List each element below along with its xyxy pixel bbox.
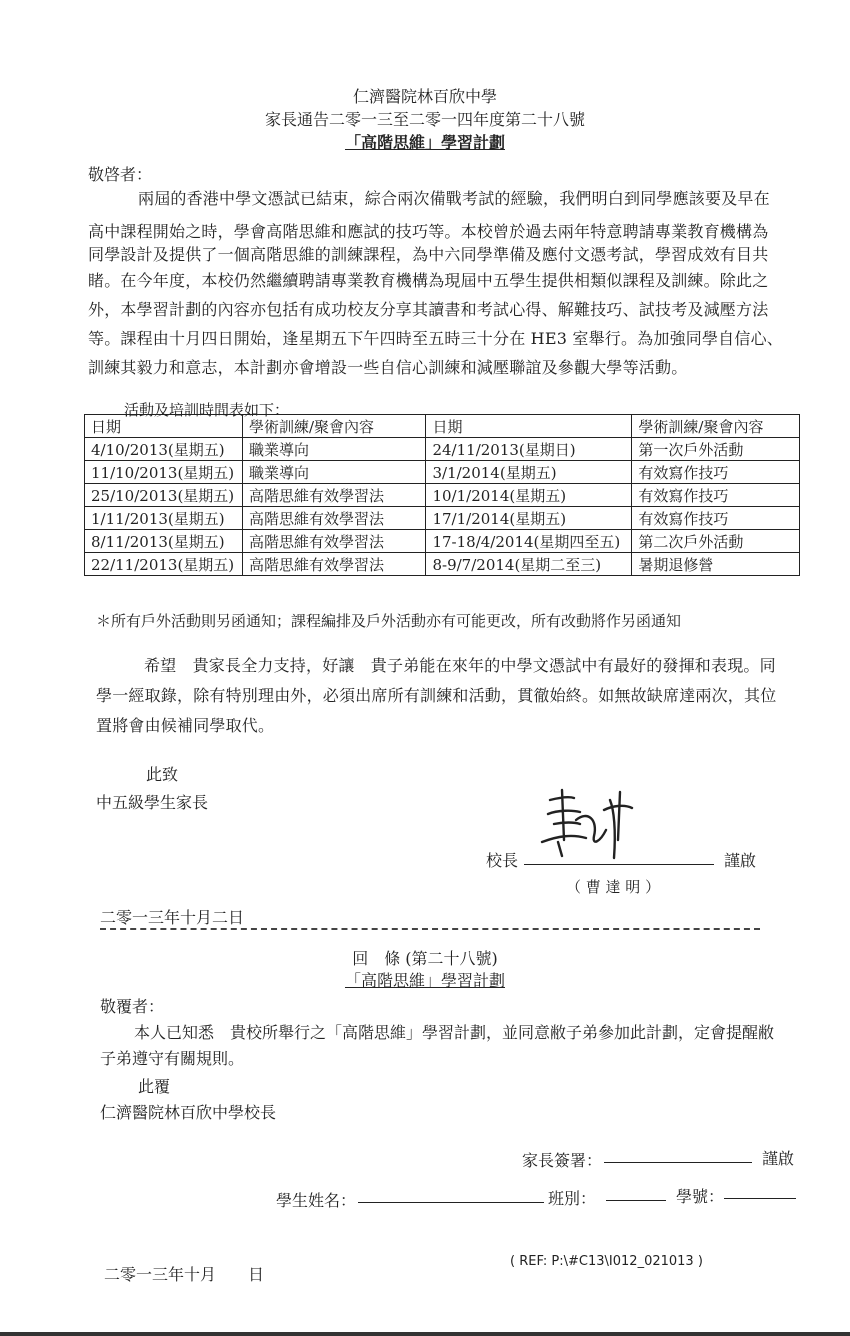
paragraph-line: 學一經取錄，除有特別理由外，必須出席所有訓練和活動，貫徹始終。如無故缺席達兩次，其位 xyxy=(96,686,777,705)
page-edge xyxy=(0,1332,850,1336)
reply-subtitle: 「高階思維」學習計劃 xyxy=(344,971,505,990)
table-row xyxy=(85,530,800,553)
table-cell: 有效寫作技巧 xyxy=(632,484,800,507)
table-cell: 職業導向 xyxy=(242,461,426,484)
paragraph-line: 外，本學習計劃的內容亦包括有成功校友分享其讀書和考試心得、解難技巧、試技考及減壓方法 xyxy=(88,300,769,319)
table-cell: 第一次戶外活動 xyxy=(632,438,800,461)
reply-fu: 此覆 xyxy=(138,1077,171,1096)
table-row xyxy=(85,507,800,530)
table-cell: 17-18/4/2014(星期四至五) xyxy=(426,530,632,553)
table-cell: 第二次戶外活動 xyxy=(632,530,800,553)
table-cell: 8/11/2013(星期五) xyxy=(85,530,243,553)
paragraph-line: 希望 貴家長全力支持，好讓 貴子弟能在來年的中學文憑試中有最好的發揮和表現。同 xyxy=(144,656,776,675)
table-cell: 24/11/2013(星期日) xyxy=(426,438,632,461)
notice-number: 家長通告二零一三至二零一四年度第二十八號 xyxy=(264,110,585,129)
paragraph-line: 置將會由候補同學取代。 xyxy=(96,716,275,735)
notice-title: 「高階思維」學習計劃 xyxy=(344,133,505,152)
student-name-label: 學生姓名： xyxy=(276,1191,357,1210)
reply-title: 回 條 (第二十八號) xyxy=(352,949,498,968)
table-cell: 高階思維有效學習法 xyxy=(242,530,426,553)
tear-off-line xyxy=(100,928,760,930)
salutation: 敬啓者： xyxy=(88,165,153,184)
reference-code: ( REF: P:\#C13\I012_021013 ) xyxy=(510,1254,703,1269)
student-number-field[interactable] xyxy=(724,1198,796,1199)
parent-sign-label: 家長簽署： xyxy=(522,1151,603,1170)
table-row xyxy=(85,461,800,484)
reply-body-line: 本人已知悉 貴校所舉行之「高階思維」學習計劃，並同意敝子弟參加此計劃，定會提醒敝 xyxy=(134,1023,775,1042)
table-cell: 8-9/7/2014(星期二至三) xyxy=(426,553,632,576)
table-cell: 暑期退修營 xyxy=(632,553,800,576)
table-cell: 11/10/2013(星期五) xyxy=(85,461,243,484)
column-header: 學術訓練/聚會內容 xyxy=(632,415,800,438)
reply-recipient: 仁濟醫院林百欣中學校長 xyxy=(100,1103,277,1122)
schedule-caption: 活動及培訓時間表如下： xyxy=(124,401,290,419)
paragraph-line: 等。課程由十月四日開始，逢星期五下午四時至五時三十分在 HE3 室舉行。為加強同學自信心、 xyxy=(88,329,783,348)
principal-sign-line xyxy=(524,864,714,865)
paragraph-line: 同學設計及提供了一個高階思維的訓練課程，為中六同學準備及應付文憑考試，學習成效有目共 xyxy=(88,245,769,264)
schedule-table xyxy=(84,414,800,576)
reply-respect: 謹啟 xyxy=(762,1149,795,1168)
class-label: 班別： xyxy=(548,1189,597,1208)
schedule-note: ＊所有戶外活動則另函通知；課程編排及戶外活動亦有可能更改，所有改動將作另函通知 xyxy=(96,612,682,630)
table-cell: 22/11/2013(星期五) xyxy=(85,553,243,576)
table-cell: 1/11/2013(星期五) xyxy=(85,507,243,530)
principal-label: 校長 xyxy=(486,851,519,870)
student-name-field[interactable] xyxy=(358,1202,544,1203)
paragraph-line: 睹。在今年度，本校仍然繼續聘請專業教育機構為現屆中五學生提供相類似課程及訓練。除此之 xyxy=(88,271,769,290)
column-header: 日期 xyxy=(85,415,243,438)
closing-recipient: 中五級學生家長 xyxy=(96,793,209,812)
student-number-label: 學號： xyxy=(676,1187,725,1206)
reply-date: 二零一三年十月 日 xyxy=(104,1265,265,1284)
reply-salutation: 敬覆者： xyxy=(100,997,165,1016)
table-cell: 10/1/2014(星期五) xyxy=(426,484,632,507)
paragraph-line: 訓練其毅力和意志，本計劃亦會增設一些自信心訓練和減壓聯誼及參觀大學等活動。 xyxy=(88,358,688,377)
table-cell: 25/10/2013(星期五) xyxy=(85,484,243,507)
column-header: 學術訓練/聚會內容 xyxy=(242,415,426,438)
paragraph-line: 高中課程開始之時，學會高階思維和應試的技巧等。本校曾於過去兩年特意聘請專業教育機構為 xyxy=(88,222,769,241)
table-row xyxy=(85,484,800,507)
table-cell: 職業導向 xyxy=(242,438,426,461)
closing-zhi: 此致 xyxy=(146,765,179,784)
table-cell: 有效寫作技巧 xyxy=(632,461,800,484)
table-cell: 17/1/2014(星期五) xyxy=(426,507,632,530)
paragraph-line: 兩屆的香港中學文憑試已結束，綜合兩次備戰考試的經驗，我們明白到同學應該要及早在 xyxy=(138,189,770,208)
column-header: 日期 xyxy=(426,415,632,438)
table-cell: 4/10/2013(星期五) xyxy=(85,438,243,461)
table-header-row xyxy=(85,415,800,438)
principal-name: （ 曹 達 明 ） xyxy=(566,878,661,896)
reply-body-line: 子弟遵守有關規則。 xyxy=(100,1049,245,1068)
notice-date: 二零一三年十月二日 xyxy=(100,908,245,927)
parent-sign-field[interactable] xyxy=(604,1162,752,1163)
principal-signature xyxy=(528,780,648,870)
table-cell: 高階思維有效學習法 xyxy=(242,507,426,530)
table-cell: 高階思維有效學習法 xyxy=(242,553,426,576)
class-field[interactable] xyxy=(606,1200,666,1201)
table-cell: 有效寫作技巧 xyxy=(632,507,800,530)
table-row xyxy=(85,438,800,461)
table-row xyxy=(85,553,800,576)
table-cell: 高階思維有效學習法 xyxy=(242,484,426,507)
school-name: 仁濟醫院林百欣中學 xyxy=(352,87,497,106)
table-cell: 3/1/2014(星期五) xyxy=(426,461,632,484)
principal-respect: 謹啟 xyxy=(724,851,757,870)
